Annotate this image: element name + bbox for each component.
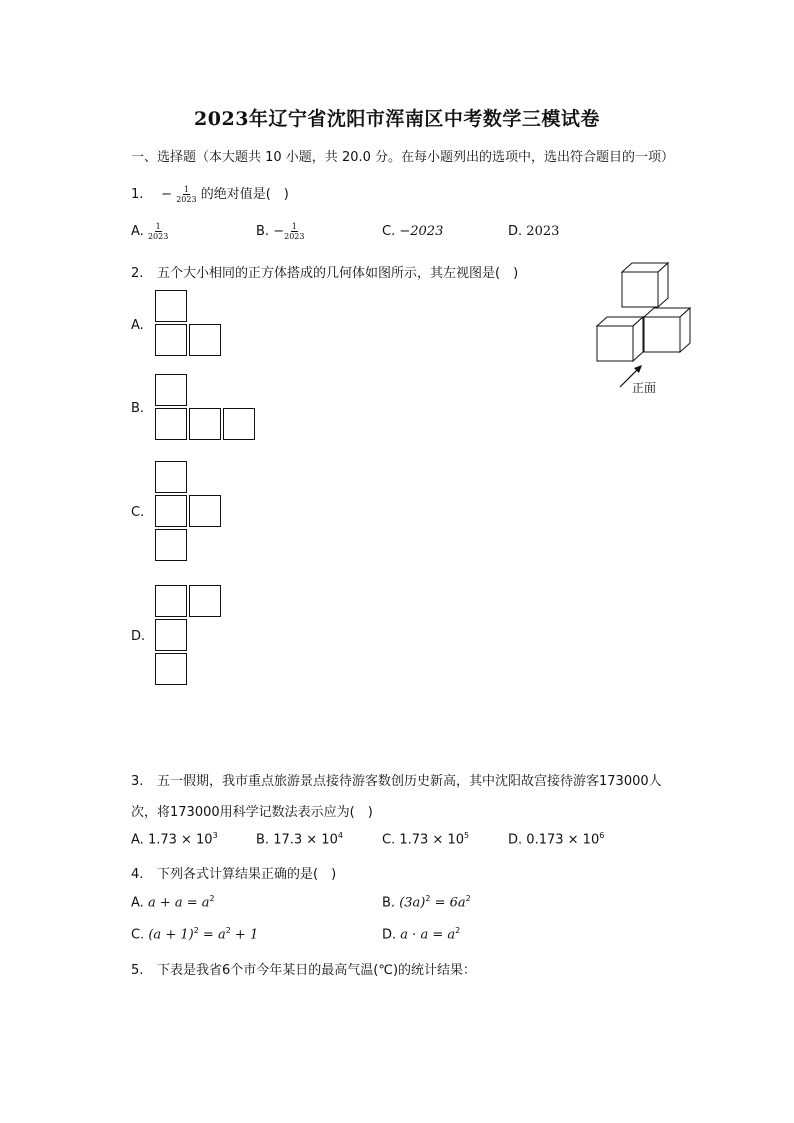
- fraction: $\frac{1}{2023}$: [176, 185, 197, 204]
- q2-option-c-label[interactable]: C.: [131, 505, 145, 520]
- question-text: 下列各式计算结果正确的是( ): [157, 867, 337, 882]
- question-number: 4.: [131, 867, 144, 882]
- q3-option-c[interactable]: C. $1.73 \times 10^5$: [382, 831, 470, 848]
- question-number: 2.: [131, 266, 144, 281]
- q3-option-d[interactable]: D. $0.173 \times 10^6$: [508, 831, 605, 848]
- q2-option-a-label[interactable]: A.: [131, 318, 144, 333]
- section-heading: 一、选择题（本大题共 10 小题，共 20.0 分。在每小题列出的选项中，选出符合题目的一项）: [131, 150, 675, 165]
- fraction: $\frac{1}{2023}$: [284, 222, 305, 241]
- front-label: 正面: [632, 381, 657, 395]
- question-2: [131, 262, 518, 281]
- question-number: 3.: [131, 774, 144, 789]
- q1-option-d[interactable]: D. 2023: [508, 224, 560, 239]
- q3-option-a[interactable]: A. $1.73 \times 10^3$: [131, 831, 218, 848]
- q1-option-a[interactable]: A. $\frac{1}{2023}$: [131, 222, 169, 241]
- question-3: [131, 770, 662, 789]
- question-5: [131, 959, 476, 978]
- question-1: 1. − $\frac{1}{2023}$ 的绝对值是( ): [131, 185, 289, 204]
- question-text: 下表是我省6个市今年某日的最高气温(℃)的统计结果：: [157, 963, 477, 978]
- q4-option-b[interactable]: B. $(3a)^2 = 6a^2$: [382, 894, 471, 911]
- q4-option-a[interactable]: A. $a + a = a^2$: [131, 894, 215, 911]
- question-4: [131, 863, 336, 882]
- question-text: 五一假期，我市重点旅游景点接待游客数创历史新高，其中沈阳故宫接待游客173000人: [157, 774, 662, 789]
- q3-option-b[interactable]: B. $17.3 \times 10^4$: [256, 831, 343, 848]
- q2-option-b-label[interactable]: B.: [131, 401, 145, 416]
- q2-option-d-label[interactable]: D.: [131, 629, 146, 644]
- fraction: $\frac{1}{2023}$: [147, 222, 169, 241]
- q1-option-c[interactable]: C. −2023: [382, 224, 444, 239]
- question-3-line-2: 次，将173000用科学记数法表示应为( ): [131, 805, 373, 820]
- question-number: 1.: [131, 187, 144, 202]
- question-number: 5.: [131, 963, 144, 978]
- page-title: 2023年辽宁省沈阳市浑南区中考数学三模试卷: [194, 108, 600, 130]
- question-text: 的绝对值是( ): [200, 187, 289, 202]
- q4-option-d[interactable]: D. $a \cdot a = a^2$: [382, 926, 461, 943]
- q4-option-c[interactable]: C. $(a + 1)^2 = a^2 + 1$: [131, 926, 259, 943]
- q1-option-b[interactable]: B. − $\frac{1}{2023}$: [256, 222, 305, 241]
- question-text: 五个大小相同的正方体搭成的几何体如图所示，其左视图是( ): [157, 266, 519, 281]
